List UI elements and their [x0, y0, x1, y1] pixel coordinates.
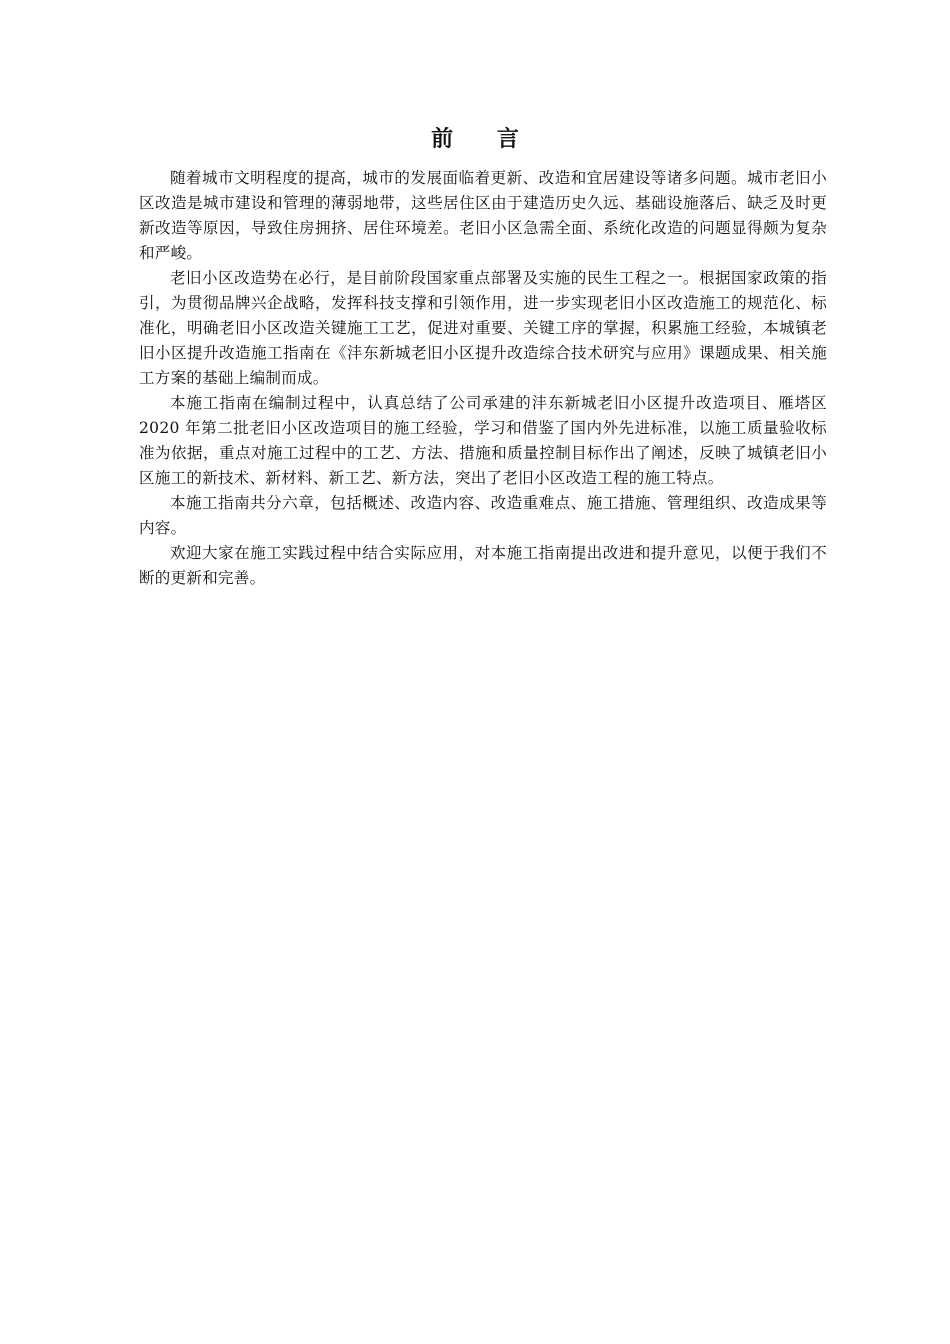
paragraph-1: 随着城市文明程度的提高，城市的发展面临着更新、改造和宜居建设等诸多问题。城市老旧小区改造是城市建设和管理的薄弱地带，这些居住区由于建造历史久远、基础设施落后、缺乏及时更新改造等原因，导致住房拥挤、居住环境差。老旧小区急需全面、系统化改造的问题显得颇为复杂和严峻。: [139, 169, 827, 262]
paragraph-2: 老旧小区改造势在必行，是目前阶段国家重点部署及实施的民生工程之一。根据国家政策的指引，为贯彻品牌兴企战略，发挥科技支撑和引领作用，进一步实现老旧小区改造施工的规范化、标准化，明确老旧小区改造关键施工工艺，促进对重要、关键工序的掌握，积累施工经验，本城镇老旧小区提升改造施工指南在《沣东新城老旧小区提升改造综合技术研究与应用》课题成果、相关施工方案的基础上编制而成。: [139, 269, 827, 387]
paragraph-5: 欢迎大家在施工实践过程中结合实际应用，对本施工指南提出改进和提升意见，以便于我们不断的更新和完善。: [139, 544, 827, 587]
paragraph-4: 本施工指南共分六章，包括概述、改造内容、改造重难点、施工措施、管理组织、改造成果等内容。: [139, 494, 827, 537]
preface-body: [139, 166, 827, 591]
paragraph-3: 本施工指南在编制过程中，认真总结了公司承建的沣东新城老旧小区提升改造项目、雁塔区 2020 年第二批老旧小区改造项目的施工经验，学习和借鉴了国内外先进标准，以施工质量验收标准为依据，重点对施工过程中的工艺、方法、措施和质量控制目标作出了阐述，反映了城镇老旧小区施工的新技术、新材料、新工艺、新方法，突出了老旧小区改造工程的施工特点。: [139, 394, 827, 487]
page-title: 前 言: [431, 126, 537, 152]
